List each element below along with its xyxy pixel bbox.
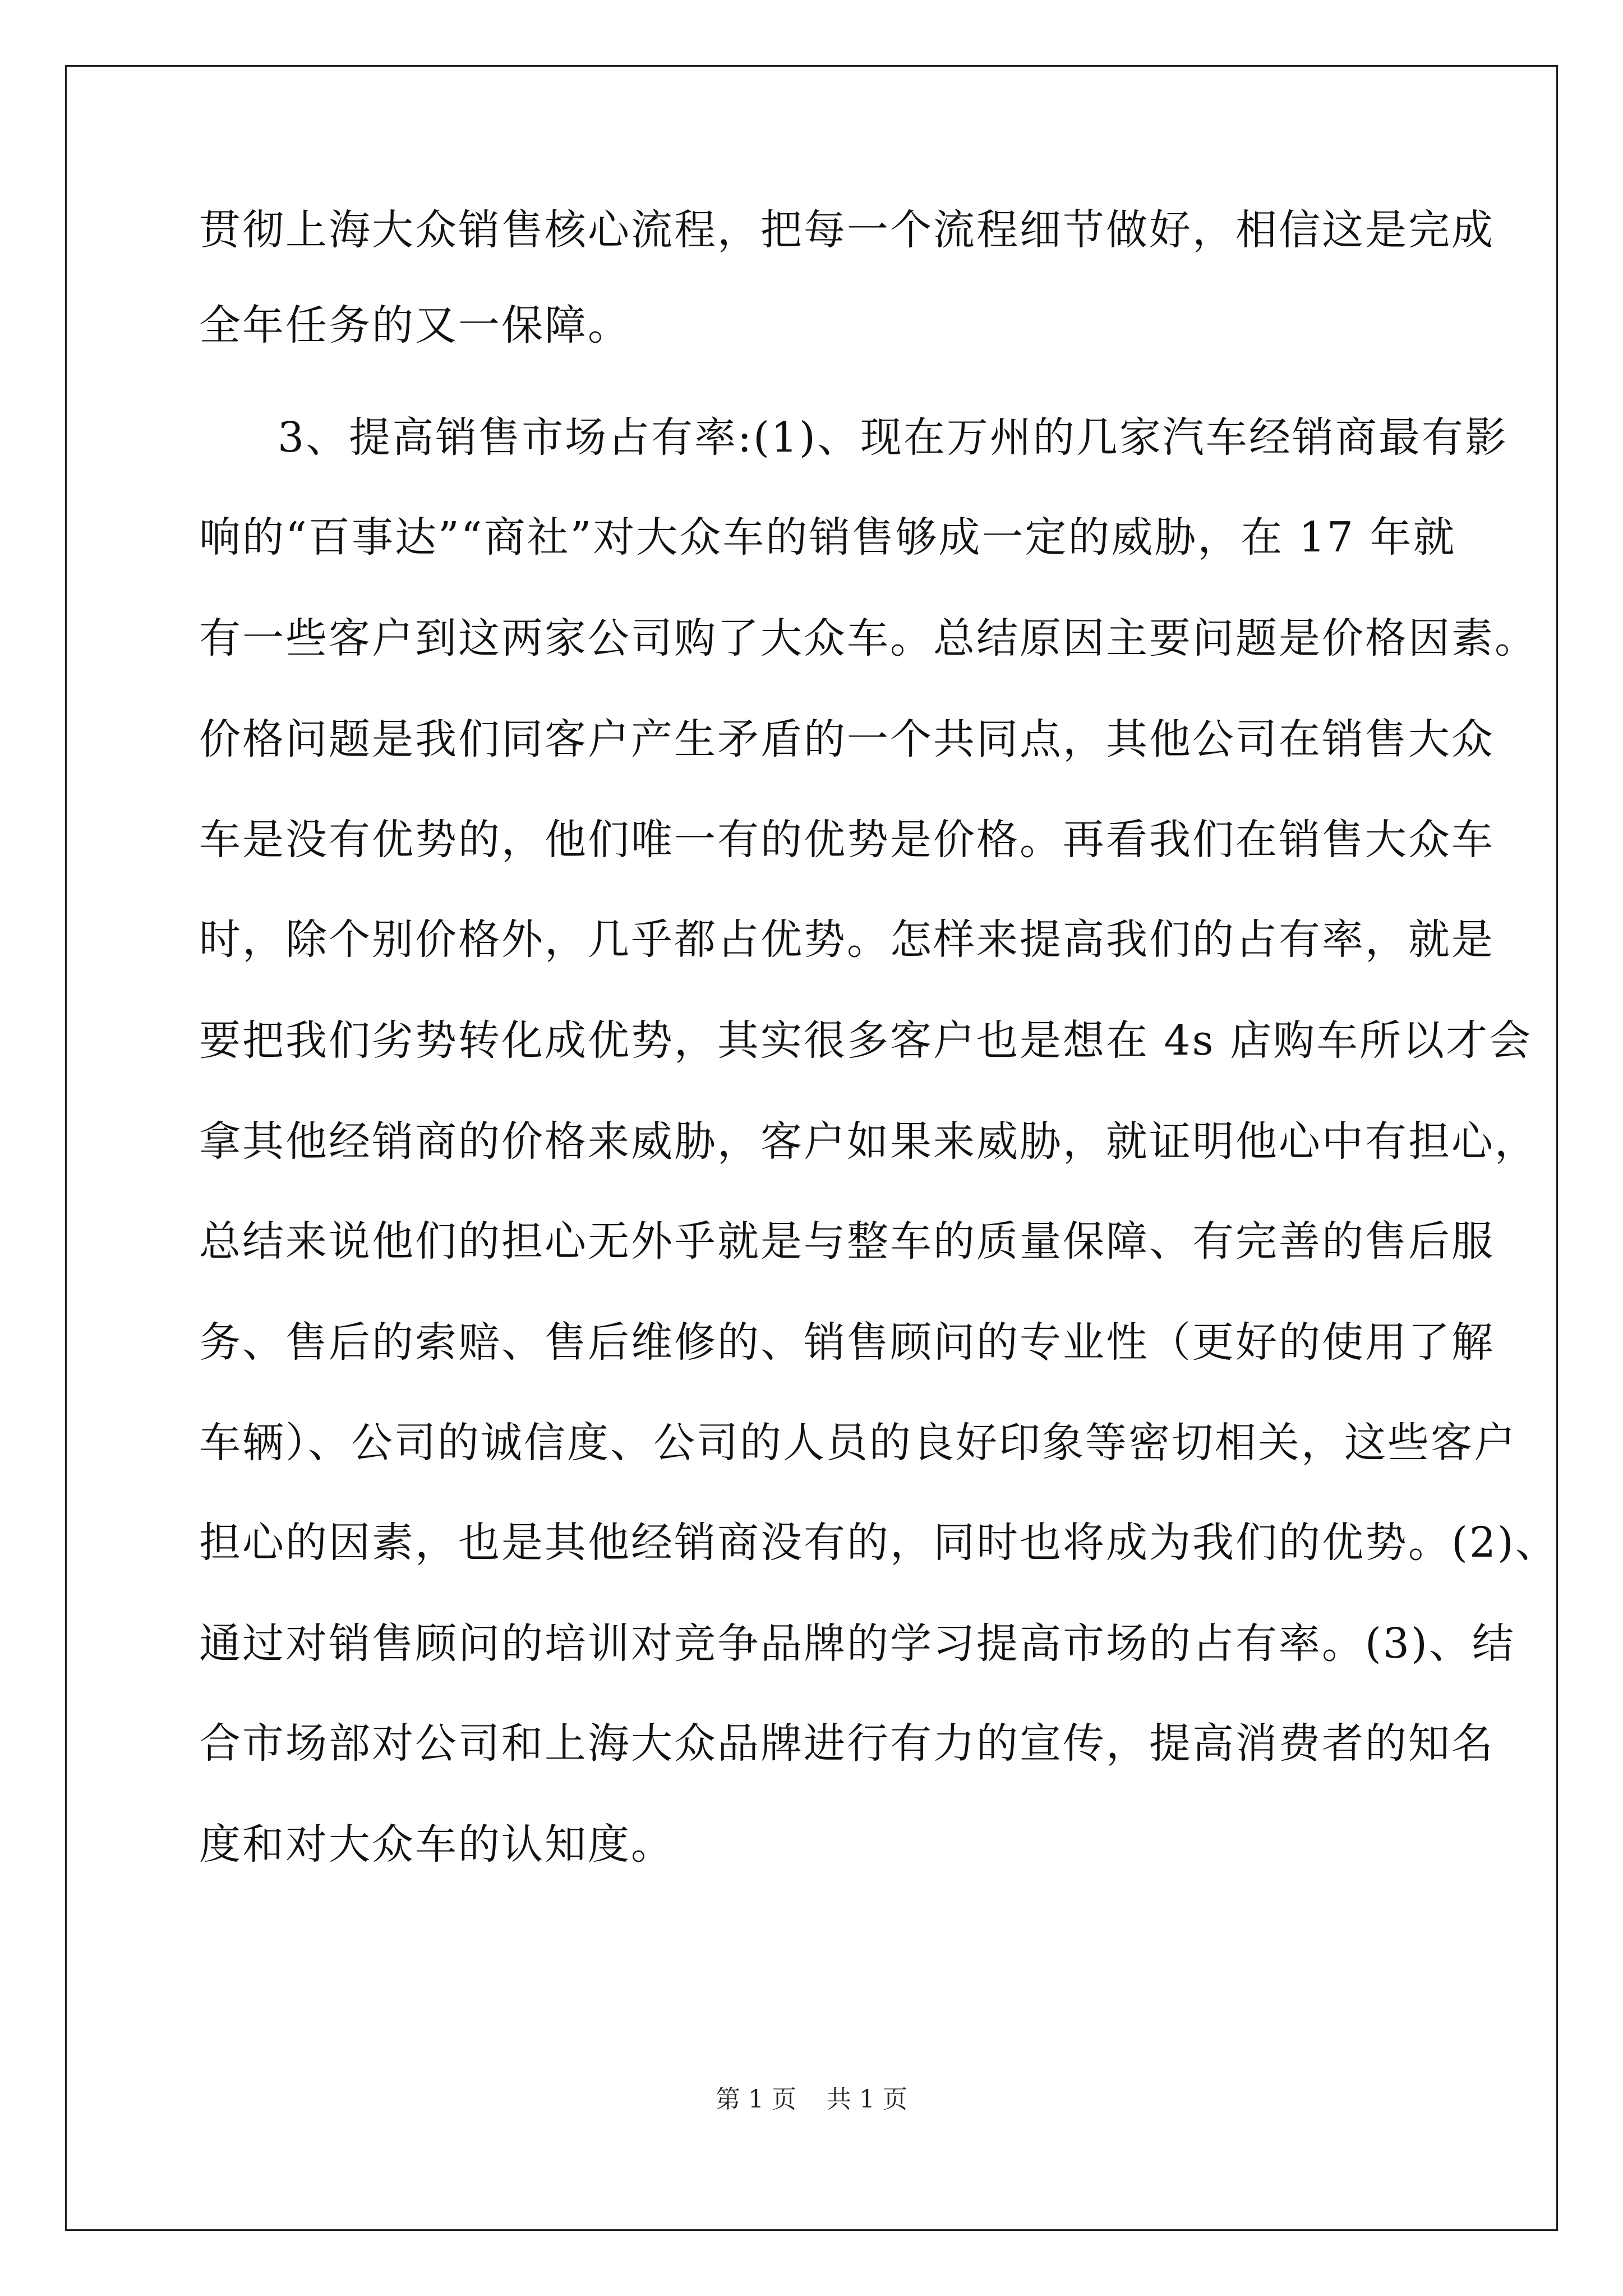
page-number: 第 1 页 bbox=[716, 2085, 796, 2114]
text-line: 车辆）、公司的诚信度、公司的人员的良好印象等密切相关，这些客户 bbox=[199, 1419, 1517, 1467]
text-line: 要把我们劣势转化成优势，其实很多客户也是想在 4s 店购车所以才会 bbox=[199, 1016, 1533, 1065]
text-line: 响的“百事达”“商社”对大众车的销售够成一定的威胁，在 17 年就 bbox=[199, 513, 1456, 562]
text-line: 有一些客户到这两家公司购了大众车。总结原因主要问题是价格因素。 bbox=[199, 614, 1538, 662]
text-line: 时，除个别价格外，几乎都占优势。怎样来提高我们的占有率，就是 bbox=[199, 915, 1495, 964]
text-line: 务、售后的索赔、售后维修的、销售顾问的专业性（更好的使用了解 bbox=[199, 1318, 1495, 1366]
page-total: 共 1 页 bbox=[827, 2085, 907, 2114]
text-line: 通过对销售顾问的培训对竞争品牌的学习提高市场的占有率。(3)、结 bbox=[199, 1619, 1515, 1668]
text-line: 价格问题是我们同客户产生矛盾的一个共同点，其他公司在销售大众 bbox=[199, 715, 1495, 763]
text-line: 车是没有优势的，他们唯一有的优势是价格。再看我们在销售大众车 bbox=[199, 816, 1495, 864]
text-line: 3、提高销售市场占有率:(1)、现在万州的几家汽车经销商最有影 bbox=[278, 413, 1508, 462]
text-line: 全年任务的又一保障。 bbox=[199, 301, 631, 349]
text-line: 度和对大众车的认知度。 bbox=[199, 1820, 674, 1869]
text-line: 拿其他经销商的价格来威胁，客户如果来威胁，就证明他心中有担心， bbox=[199, 1117, 1538, 1166]
text-line: 合市场部对公司和上海大众品牌进行有力的宣传，提高消费者的知名 bbox=[199, 1719, 1495, 1768]
text-line: 总结来说他们的担心无外乎就是与整车的质量保障、有完善的售后服 bbox=[199, 1217, 1495, 1266]
text-line: 担心的因素，也是其他经销商没有的，同时也将成为我们的优势。(2)、 bbox=[199, 1519, 1559, 1567]
page-footer bbox=[0, 2083, 1623, 2116]
text-line: 贯彻上海大众销售核心流程，把每一个流程细节做好，相信这是完成 bbox=[199, 206, 1495, 254]
